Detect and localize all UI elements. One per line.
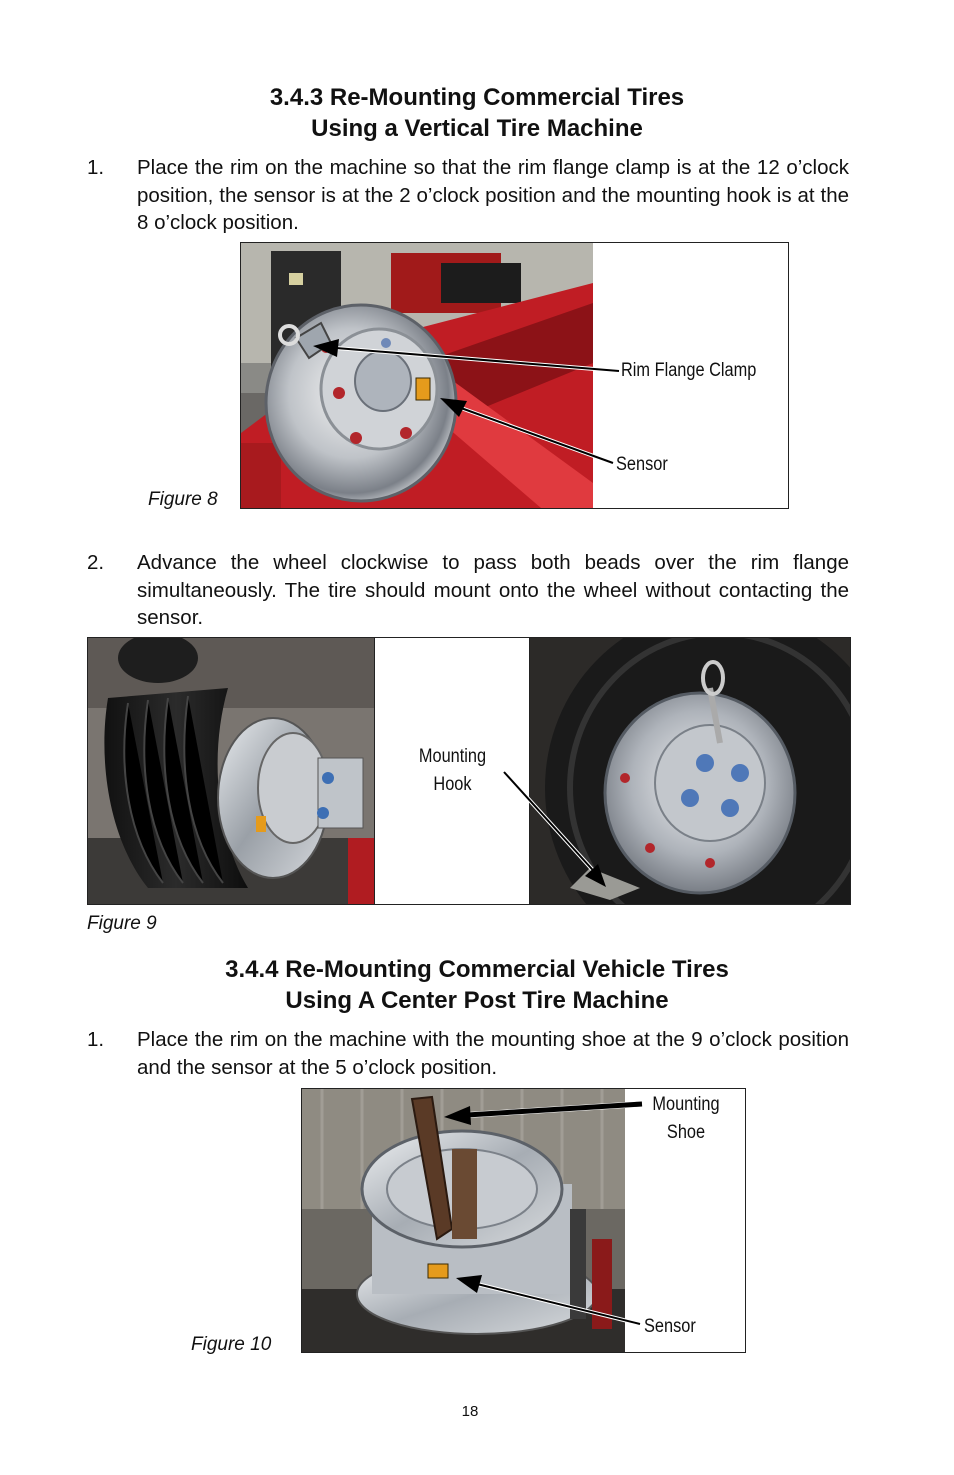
step-text: Advance the wheel clockwise to pass both beads over the rim flange simultaneously. The tire should mount onto the wheel without contacting the sensor. — [137, 551, 849, 629]
section-title-3-4-4 — [0, 954, 954, 1016]
figure-8 — [240, 242, 789, 509]
step-number: 1. — [87, 1028, 105, 1051]
label-sensor: Sensor — [616, 454, 668, 475]
figure-10-leader-lines — [302, 1089, 745, 1352]
arrow-sensor — [440, 398, 467, 417]
arrow-sensor — [456, 1275, 482, 1293]
figure-10 — [301, 1088, 746, 1353]
figure-9-leader-line — [88, 638, 850, 904]
section-title-line2: Using a Vertical Tire Machine — [311, 115, 643, 142]
figure-caption: Figure 9 — [87, 913, 157, 934]
figure-caption: Figure 10 — [191, 1334, 272, 1355]
section-title-line1: 3.4.3 Re-Mounting Commercial Tires — [269, 84, 685, 111]
step-text: Place the rim on the machine so that the rim flange clamp is at the 12 o’clock position, the sensor is at the 2 o’clock position and the mounting hook is at the 8 o’clock position. — [137, 156, 849, 234]
section-title-line1: 3.4.4 Re-Mounting Commercial Vehicle Tires — [225, 956, 729, 983]
figure-9 — [87, 637, 851, 905]
label-mounting-shoe-line1: Mounting — [652, 1094, 720, 1115]
page-number: 18 — [461, 1403, 479, 1420]
label-rim-flange-clamp: Rim Flange Clamp — [621, 360, 757, 381]
label-sensor: Sensor — [644, 1316, 696, 1337]
arrow-mounting-shoe — [444, 1106, 471, 1125]
arrow-rim-flange-clamp — [313, 339, 339, 357]
step-number: 2. — [87, 551, 105, 574]
figure-caption: Figure 8 — [148, 489, 218, 510]
label-mounting-shoe-line2: Shoe — [666, 1122, 706, 1143]
label-mounting-hook-line2: Hook — [433, 774, 472, 795]
figure-8-leader-lines — [241, 243, 789, 509]
section-title-3-4-3 — [0, 82, 954, 144]
step-text: Place the rim on the machine with the mounting shoe at the 9 o’clock position and the sensor at the 5 o’clock position. — [137, 1028, 849, 1079]
label-mounting-hook-line1: Mounting — [418, 746, 487, 767]
section-title-line2: Using A Center Post Tire Machine — [285, 987, 669, 1014]
step-number: 1. — [87, 156, 105, 179]
